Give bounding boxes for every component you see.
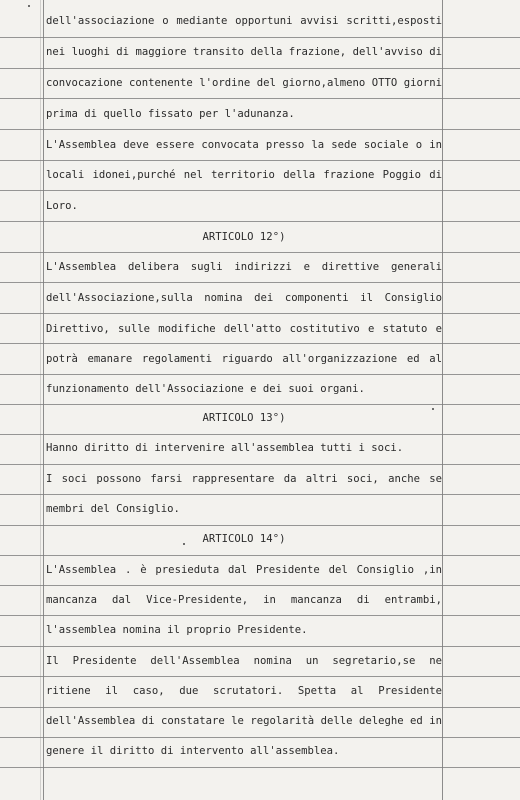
text-line: I soci possono farsi rappresentare da altri soci, anche se — [46, 473, 442, 485]
ruled-line — [0, 374, 520, 375]
ruled-line — [0, 494, 520, 495]
text-line: convocazione contenente l'ordine del giorno,almeno OTTO giorni — [46, 77, 442, 89]
ruled-line — [0, 676, 520, 677]
text-line: L'Assemblea . è presieduta dal Presidente del Consiglio ,in — [46, 564, 442, 576]
text-line: membri del Consiglio. — [46, 503, 180, 515]
text-line: funzionamento dell'Associazione e dei suoi organi. — [46, 383, 365, 395]
text-line: potrà emanare regolamenti riguardo all'organizzazione ed al — [46, 353, 442, 365]
text-line: Hanno diritto di intervenire all'assemblea tutti i soci. — [46, 442, 404, 454]
paper-speck — [183, 543, 185, 545]
ruled-line — [0, 767, 520, 768]
ruled-line — [0, 434, 520, 435]
ruled-line — [0, 707, 520, 708]
ruled-line — [0, 525, 520, 526]
article-heading: ARTICOLO 14°) — [202, 533, 286, 545]
ruled-line — [0, 190, 520, 191]
article-heading: ARTICOLO 12°) — [202, 231, 286, 243]
text-line: locali idonei,purché nel territorio della frazione Poggio di — [46, 169, 442, 181]
text-line: Loro. — [46, 200, 78, 212]
text-line: Direttivo, sulle modifiche dell'atto costitutivo e statuto e — [46, 323, 442, 335]
ruled-line — [0, 464, 520, 465]
ruled-line — [0, 252, 520, 253]
ruled-line — [0, 585, 520, 586]
text-line: L'Assemblea deve essere convocata presso la sede sociale o in — [46, 139, 442, 151]
ruled-line — [0, 646, 520, 647]
text-line: Il Presidente dell'Assemblea nomina un segretario,se ne — [46, 655, 442, 667]
ruled-line — [0, 615, 520, 616]
text-line: ritiene il caso, due scrutatori. Spetta al Presidente — [46, 685, 442, 697]
ruled-line — [0, 221, 520, 222]
text-line: l'assemblea nomina il proprio Presidente. — [46, 624, 308, 636]
text-line: L'Assemblea delibera sugli indirizzi e direttive generali — [46, 261, 442, 273]
text-line: mancanza dal Vice-Presidente, in mancanza di entrambi, — [46, 594, 442, 606]
ruled-line — [0, 404, 520, 405]
right-margin-rule — [442, 0, 443, 800]
ruled-line — [0, 343, 520, 344]
ruled-line — [0, 68, 520, 69]
ruled-line — [0, 737, 520, 738]
text-line: dell'associazione o mediante opportuni avvisi scritti,esposti — [46, 15, 442, 27]
ruled-line — [0, 37, 520, 38]
paper-speck — [28, 5, 30, 7]
ruled-line — [0, 98, 520, 99]
ruled-line — [0, 555, 520, 556]
ruled-line — [0, 160, 520, 161]
text-line: dell'Assemblea di constatare le regolarità delle deleghe ed in — [46, 715, 442, 727]
text-line: dell'Associazione,sulla nomina dei componenti il Consiglio — [46, 292, 442, 304]
left-margin-rule — [43, 0, 44, 800]
text-line: prima di quello fissato per l'adunanza. — [46, 108, 295, 120]
ruled-line — [0, 129, 520, 130]
article-heading: ARTICOLO 13°) — [202, 412, 286, 424]
paper-speck — [432, 408, 434, 410]
ruled-line — [0, 313, 520, 314]
ruled-line — [0, 282, 520, 283]
text-line: genere il diritto di intervento all'assemblea. — [46, 745, 340, 757]
text-line: nei luoghi di maggiore transito della frazione, dell'avviso di — [46, 46, 442, 58]
left-margin-faint-rule — [40, 0, 41, 800]
